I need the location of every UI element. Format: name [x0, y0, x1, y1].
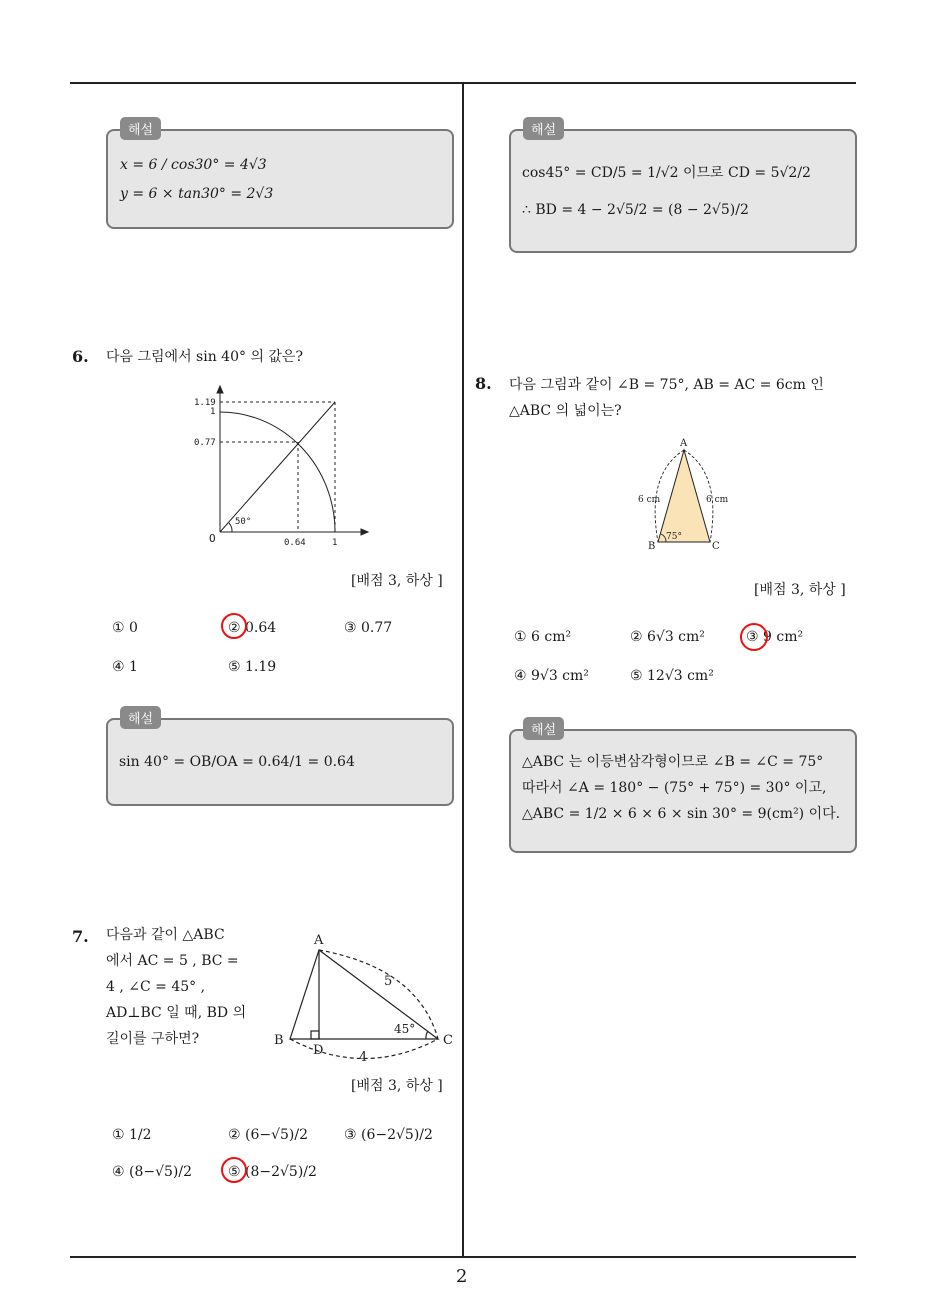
- q8-choice-5[interactable]: ⑤ 12√3 cm²: [630, 668, 714, 684]
- q8-solution-line3: △ABC = 1/2 × 6 × 6 × sin 30° = 9(cm²) 이다.: [522, 806, 841, 822]
- q8-text-line2: △ABC 의 넓이는?: [509, 403, 622, 419]
- q8-solution-line2: 따라서 ∠A = 180° − (75° + 75°) = 30° 이고,: [522, 780, 827, 796]
- q7-text-line2: 에서 AC = 5 , BC =: [106, 953, 239, 969]
- q8-label-angle: 75°: [666, 532, 682, 542]
- solution-tag: 해설: [120, 117, 161, 140]
- q7-label-d: D: [313, 1043, 324, 1058]
- q8-choice-2[interactable]: ② 6√3 cm²: [630, 629, 705, 645]
- q7-label-angle: 45°: [394, 1022, 416, 1036]
- q6-choice-4[interactable]: ④ 1: [112, 659, 138, 675]
- q6-x-label-064: 0.64: [284, 538, 306, 547]
- solution-box-left-top: [106, 129, 454, 229]
- q6-choice-5[interactable]: ⑤ 1.19: [228, 659, 277, 675]
- q8-label-b: B: [648, 541, 656, 552]
- q7-text-line5: 길이를 구하면?: [106, 1031, 200, 1047]
- q6-choice-2[interactable]: ② 0.64: [228, 620, 277, 636]
- q7-number: 7.: [72, 927, 89, 946]
- solution-box-right-top: [509, 129, 857, 253]
- q8-number: 8.: [475, 374, 492, 393]
- solution-tag: 해설: [523, 117, 564, 140]
- q7-text-line4: AD⊥BC 일 때, BD 의: [106, 1005, 247, 1021]
- q8-choice-3[interactable]: ③ 9 cm²: [746, 629, 804, 645]
- q7-label-c: C: [443, 1033, 453, 1048]
- q8-label-right: 6 cm: [706, 495, 729, 505]
- q7-text-line1: 다음과 같이 △ABC: [106, 927, 225, 943]
- q6-x-label-1: 1: [332, 538, 338, 547]
- q7-choice-5[interactable]: ⑤ (8−2√5)/2: [228, 1164, 317, 1180]
- q6-choice-3[interactable]: ③ 0.77: [344, 620, 393, 636]
- q7-figure: [268, 928, 458, 1063]
- solution-tag: 해설: [120, 706, 161, 729]
- q8-figure: [636, 434, 736, 554]
- right-top-solution-line2: ∴ BD = 4 − 2√5/2 = (8 − 2√5)/2: [522, 202, 749, 218]
- q6-text: 다음 그림에서 sin 40° 의 값은?: [106, 349, 303, 365]
- q7-text-line3: 4 , ∠C = 45° ,: [106, 979, 206, 995]
- q6-y-label-1: 1: [210, 407, 216, 417]
- q6-answer-mark: [221, 613, 247, 639]
- q8-label-c: C: [712, 541, 720, 552]
- q6-solution: sin 40° = OB/OA = 0.64/1 = 0.64: [119, 754, 355, 770]
- q6-origin-label: O: [209, 532, 216, 545]
- q6-number: 6.: [72, 347, 89, 366]
- left-top-solution-line2: y = 6 × tan30° = 2√3: [120, 186, 274, 202]
- solution-tag: 해설: [523, 717, 564, 740]
- q8-answer-mark: [740, 623, 768, 651]
- q7-label-ac: 5: [384, 974, 393, 989]
- q7-score: [배점 3, 하상 ]: [351, 1078, 443, 1094]
- q7-choice-4[interactable]: ④ (8−√5)/2: [112, 1164, 193, 1180]
- q8-choice-1[interactable]: ① 6 cm²: [514, 629, 572, 645]
- q7-choice-3[interactable]: ③ (6−2√5)/2: [344, 1127, 433, 1143]
- left-top-solution-line1: x = 6 / cos30° = 4√3: [120, 157, 267, 173]
- right-top-solution-line1: cos45° = CD/5 = 1/√2 이므로 CD = 5√2/2: [522, 165, 811, 181]
- q7-label-bc: 4: [359, 1050, 368, 1063]
- q8-label-a: A: [680, 438, 688, 449]
- q8-solution-line1: △ABC 는 이등변삼각형이므로 ∠B = ∠C = 75°: [522, 754, 824, 770]
- q7-label-a: A: [314, 933, 324, 948]
- q7-answer-mark: [221, 1157, 247, 1183]
- center-divider: [462, 82, 464, 1257]
- q8-score: [배점 3, 하상 ]: [754, 582, 846, 598]
- q6-angle-label: 50°: [235, 517, 252, 527]
- q8-choice-4[interactable]: ④ 9√3 cm²: [514, 668, 589, 684]
- q6-y-label-119: 1.19: [194, 398, 216, 408]
- q6-figure: [190, 382, 380, 547]
- bottom-rule: [70, 1256, 856, 1258]
- q7-choice-1[interactable]: ① 1/2: [112, 1127, 152, 1143]
- q6-y-label-077: 0.77: [194, 438, 216, 448]
- q8-label-left: 6 cm: [638, 495, 661, 505]
- page-number: 2: [456, 1266, 468, 1287]
- q7-choice-2[interactable]: ② (6−√5)/2: [228, 1127, 309, 1143]
- q7-label-b: B: [274, 1033, 284, 1048]
- q8-text-line1: 다음 그림과 같이 ∠B = 75°, AB = AC = 6cm 인: [509, 377, 824, 393]
- q6-choice-1[interactable]: ① 0: [112, 620, 138, 636]
- q6-score: [배점 3, 하상 ]: [351, 573, 443, 589]
